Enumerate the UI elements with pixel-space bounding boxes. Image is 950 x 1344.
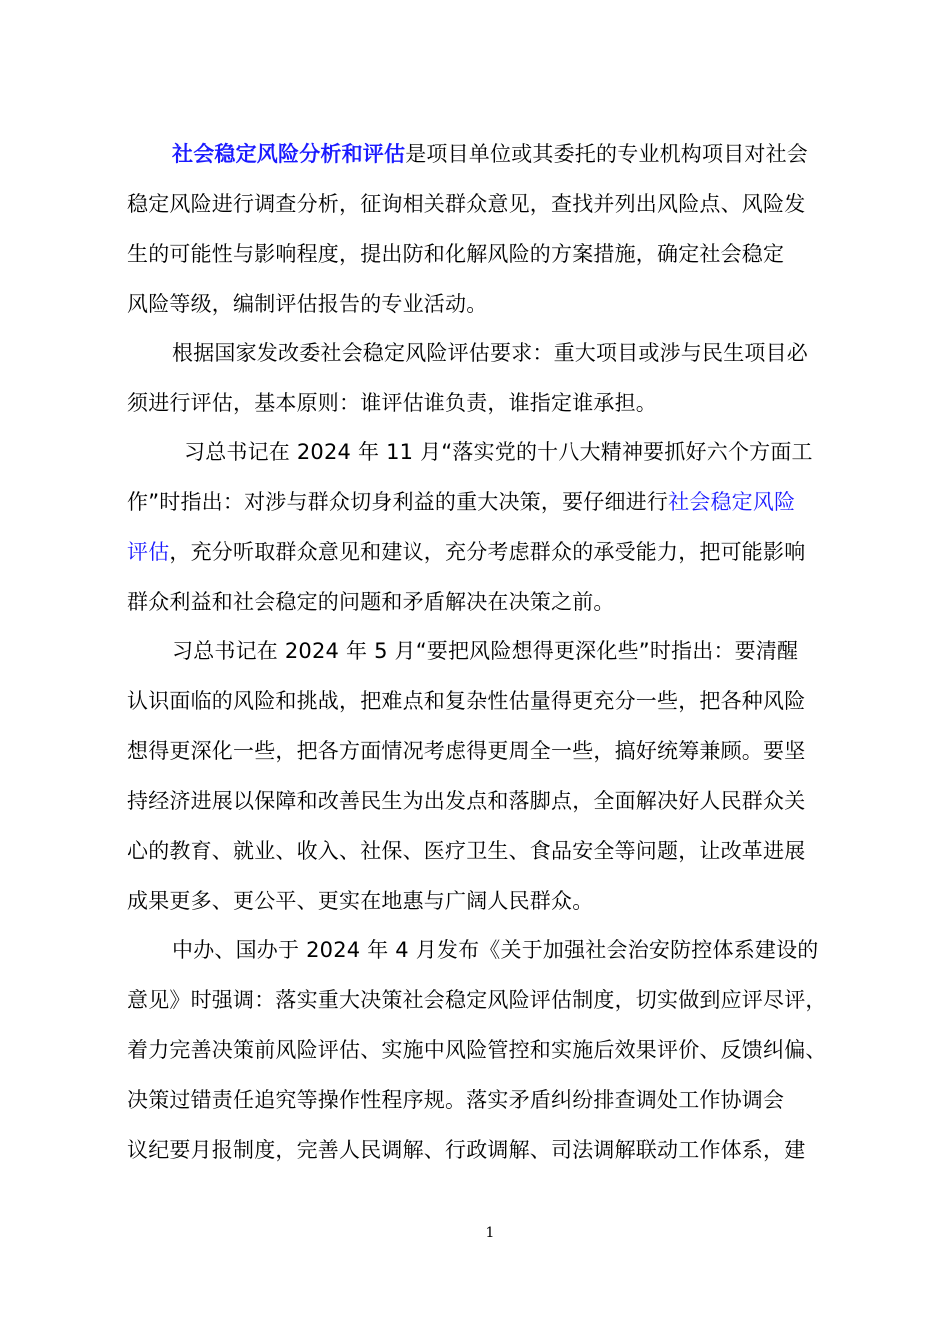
text-line xyxy=(127,389,657,417)
text-line xyxy=(127,986,827,1014)
text-line xyxy=(172,936,819,964)
text-line xyxy=(127,488,795,516)
text-line xyxy=(127,837,805,865)
text-segment: 决策过错责任追究等操作性程序规。落实矛盾纠纷排查调处工作协调会 xyxy=(127,1088,785,1112)
text-line xyxy=(127,687,805,715)
text-segment: 根据国家发改委社会稳定风险评估要求：重大项目或涉与民生项目必 xyxy=(172,341,808,365)
text-segment: 稳定风险进行调查分析，征询相关群众意见，查找并列出风险点、风险发 xyxy=(127,192,806,216)
text-line xyxy=(127,787,805,815)
text-line xyxy=(127,240,784,268)
text-segment: 持经济进展以保障和改善民生为出发点和落脚点，全面解决好人民群众关 xyxy=(127,789,806,813)
text-segment: 认识面临的风险和挑战，把难点和复杂性估量得更充分一些，把各种风险 xyxy=(127,689,806,713)
text-segment: 成果更多、更公平、更实在地惠与广阔人民群众。 xyxy=(127,889,594,913)
text-segment: 群众利益和社会稳定的问题和矛盾解决在决策之前。 xyxy=(127,590,615,614)
text-segment: 意见》时强调：落实重大决策社会稳定风险评估制度，切实做到应评尽评， xyxy=(127,988,827,1012)
text-segment: 心的教育、就业、收入、社保、医疗卫生、食品安全等问题，让改革进展 xyxy=(127,839,806,863)
text-segment: 想得更深化一些，把各方面情况考虑得更周全一些，搞好统筹兼顾。要坚 xyxy=(127,739,806,763)
text-line xyxy=(184,438,813,466)
text-line xyxy=(127,538,805,566)
text-line xyxy=(172,637,798,665)
text-segment: 须进行评估，基本原则：谁评估谁负责，谁指定谁承担。 xyxy=(127,391,657,415)
text-line xyxy=(127,1136,805,1164)
hyperlink-text[interactable]: 社会稳定风险分析和评估 xyxy=(172,142,406,166)
text-line xyxy=(127,887,593,915)
text-segment: 中办、国办于 2024 年 4 月发布《关于加强社会治安防控体系建设的 xyxy=(172,938,819,962)
text-segment: 着力完善决策前风险评估、实施中风险管控和实施后效果评价、反馈纠偏、 xyxy=(127,1038,827,1062)
hyperlink-text[interactable]: 评估 xyxy=(127,540,170,564)
page-number: 1 xyxy=(485,1225,495,1241)
text-line xyxy=(127,1036,827,1064)
text-line xyxy=(127,190,805,218)
text-segment: 作”时指出：对涉与群众切身利益的重大决策，要仔细进行 xyxy=(127,490,669,514)
text-line xyxy=(127,1086,784,1114)
text-line xyxy=(127,737,805,765)
text-segment: 生的可能性与影响程度，提出防和化解风险的方案措施，确定社会稳定 xyxy=(127,242,785,266)
text-segment: 是项目单位或其委托的专业机构项目对社会 xyxy=(405,142,809,166)
text-segment: ，充分听取群众意见和建议，充分考虑群众的承受能力，把可能影响 xyxy=(169,540,806,564)
text-line xyxy=(127,588,615,616)
text-segment: 习总书记在 2024 年 5 月“要把风险想得更深化些”时指出：要清醒 xyxy=(172,639,799,663)
text-segment: 习总书记在 2024 年 11 月“落实党的十八大精神要抓好六个方面工 xyxy=(184,440,813,464)
text-segment: 风险等级，编制评估报告的专业活动。 xyxy=(127,292,488,316)
text-segment: 议纪要月报制度，完善人民调解、行政调解、司法调解联动工作体系，建 xyxy=(127,1138,806,1162)
text-line xyxy=(127,290,487,318)
text-line xyxy=(172,339,808,367)
text-line xyxy=(172,140,808,168)
hyperlink-text[interactable]: 社会稳定风险 xyxy=(668,490,796,514)
